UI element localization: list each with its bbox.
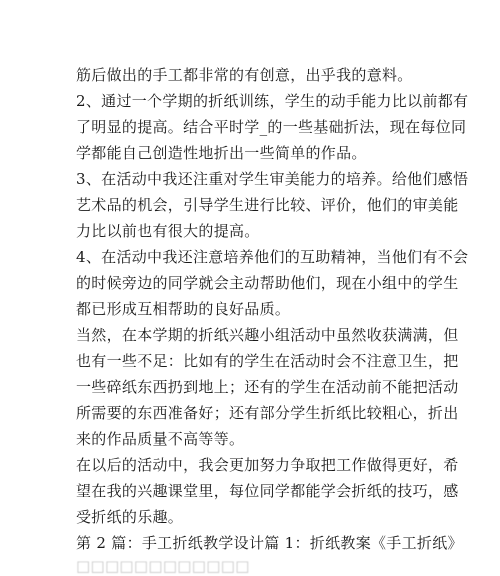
- text-line: 艺术品的机会，引导学生进行比较、评价，他们的审美能: [76, 196, 459, 214]
- text-line: 当然，在本学期的折纸兴趣小组活动中虽然收获满满，但: [76, 326, 459, 344]
- text-line: 来的作品质量不高等等。: [76, 430, 245, 448]
- section-heading: 第 2 篇：手工折纸教学设计篇 1：折纸教案《手工折纸》: [76, 534, 463, 552]
- text-line: 也有一些不足：比如有的学生在活动时会不注意卫生，把: [76, 352, 459, 370]
- text-line: 了明显的提高。结合平时学_的一些基础折法，现在每位同: [76, 118, 467, 136]
- text-line: 3、在活动中我还注重对学生审美能力的培养。给他们感悟: [76, 170, 469, 188]
- cut-off-line: □□□□□□□□□□□□: [76, 557, 250, 575]
- text-line: 所需要的东西准备好；还有部分学生折纸比较粗心，折出: [76, 404, 459, 422]
- text-line: 都已形成互相帮助的良好品质。: [76, 300, 291, 318]
- text-line: 一些碎纸东西扔到地上；还有的学生在活动前不能把活动: [76, 378, 459, 396]
- text-line: 2、通过一个学期的折纸训练，学生的动手能力比以前都有: [76, 92, 469, 110]
- text-line: 的时候旁边的同学就会主动帮助他们，现在小组中的学生: [76, 274, 459, 292]
- text-line: 望在我的兴趣课堂里，每位同学都能学会折纸的技巧，感: [76, 482, 459, 500]
- text-line: 4、在活动中我还注意培养他们的互助精神，当他们有不会: [76, 248, 469, 266]
- text-line: 力比以前也有很大的提高。: [76, 222, 260, 240]
- text-line: 学都能自己创造性地折出一些简单的作品。: [76, 144, 367, 162]
- text-line: 筋后做出的手工都非常的有创意，出乎我的意料。: [76, 66, 413, 84]
- text-line: 在以后的活动中，我会更加努力争取把工作做得更好，希: [76, 456, 459, 474]
- text-line: 受折纸的乐趣。: [76, 508, 184, 526]
